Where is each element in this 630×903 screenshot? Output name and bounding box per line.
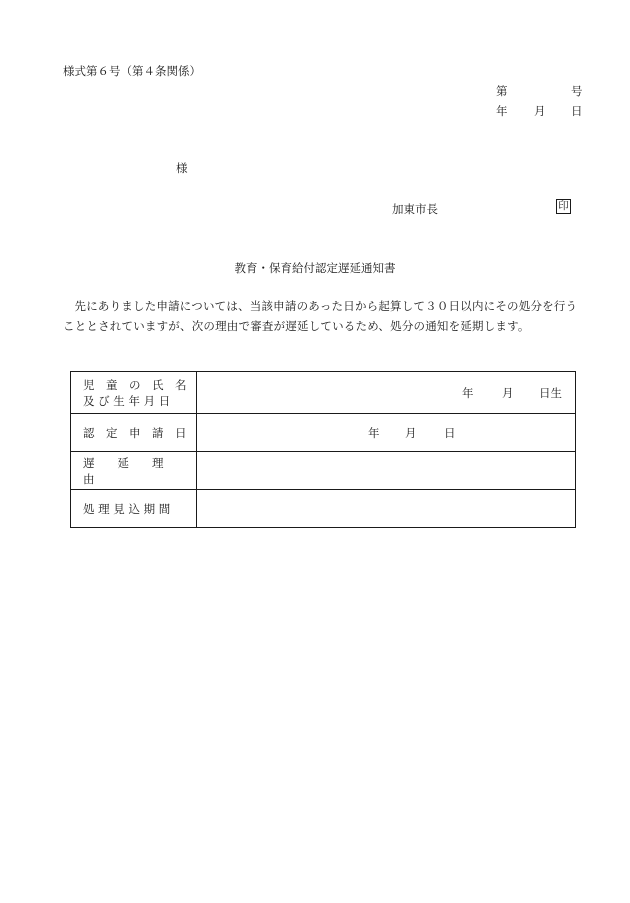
birthdate: [197, 385, 575, 401]
application-year: 年: [368, 425, 380, 440]
birth-day: 日生: [539, 385, 562, 400]
issue-date-day: 日: [571, 104, 583, 118]
info-table: [70, 371, 576, 528]
label-line-1: 児 童 の 氏 名: [83, 377, 187, 392]
table-row-expected-period: [71, 490, 576, 528]
table-row-application-date: [71, 414, 576, 452]
seal-mark: 印: [556, 199, 571, 214]
table-row-delay-reason: [71, 452, 576, 490]
label-text: 認 定 申 請 日: [83, 425, 187, 440]
form-number: 様式第６号（第４条関係）: [63, 64, 201, 78]
application-day: 日: [444, 425, 456, 440]
label-expected-period: [71, 490, 197, 528]
label-child-name-birthdate: [71, 372, 197, 414]
value-application-date[interactable]: [197, 414, 576, 452]
issue-date-year: 年: [496, 104, 508, 118]
document-title: 教育・保育給付認定遅延通知書: [234, 261, 396, 275]
birth-month: 月: [502, 385, 514, 400]
label-application-date: [71, 414, 197, 452]
body-paragraph: 先にありました申請については、当該申請のあった日から起算して３０日以内にその処分を行うこととされていますが、次の理由で審査が遅延しているため、処分の通知を延期します。: [63, 299, 578, 333]
issue-date-month: 月: [534, 104, 546, 118]
label-text: 遅 延 理 由: [83, 455, 187, 486]
label-delay-reason: [71, 452, 197, 490]
application-month: 月: [405, 425, 417, 440]
sender-title: 加東市長: [392, 202, 438, 216]
label-text: 処 理 見 込 期 間: [83, 501, 171, 516]
value-child-name-birthdate[interactable]: [197, 372, 576, 414]
application-date: [197, 425, 575, 441]
table-row-child-name: [71, 372, 576, 414]
addressee-suffix: 様: [176, 161, 188, 175]
document-number-suffix: 号: [571, 84, 583, 98]
birth-year: 年: [462, 385, 474, 400]
value-expected-period[interactable]: [197, 490, 576, 528]
value-delay-reason[interactable]: [197, 452, 576, 490]
document-number-label: 第: [496, 84, 508, 98]
label-line-2: 及 び 生 年 月 日: [83, 393, 171, 408]
